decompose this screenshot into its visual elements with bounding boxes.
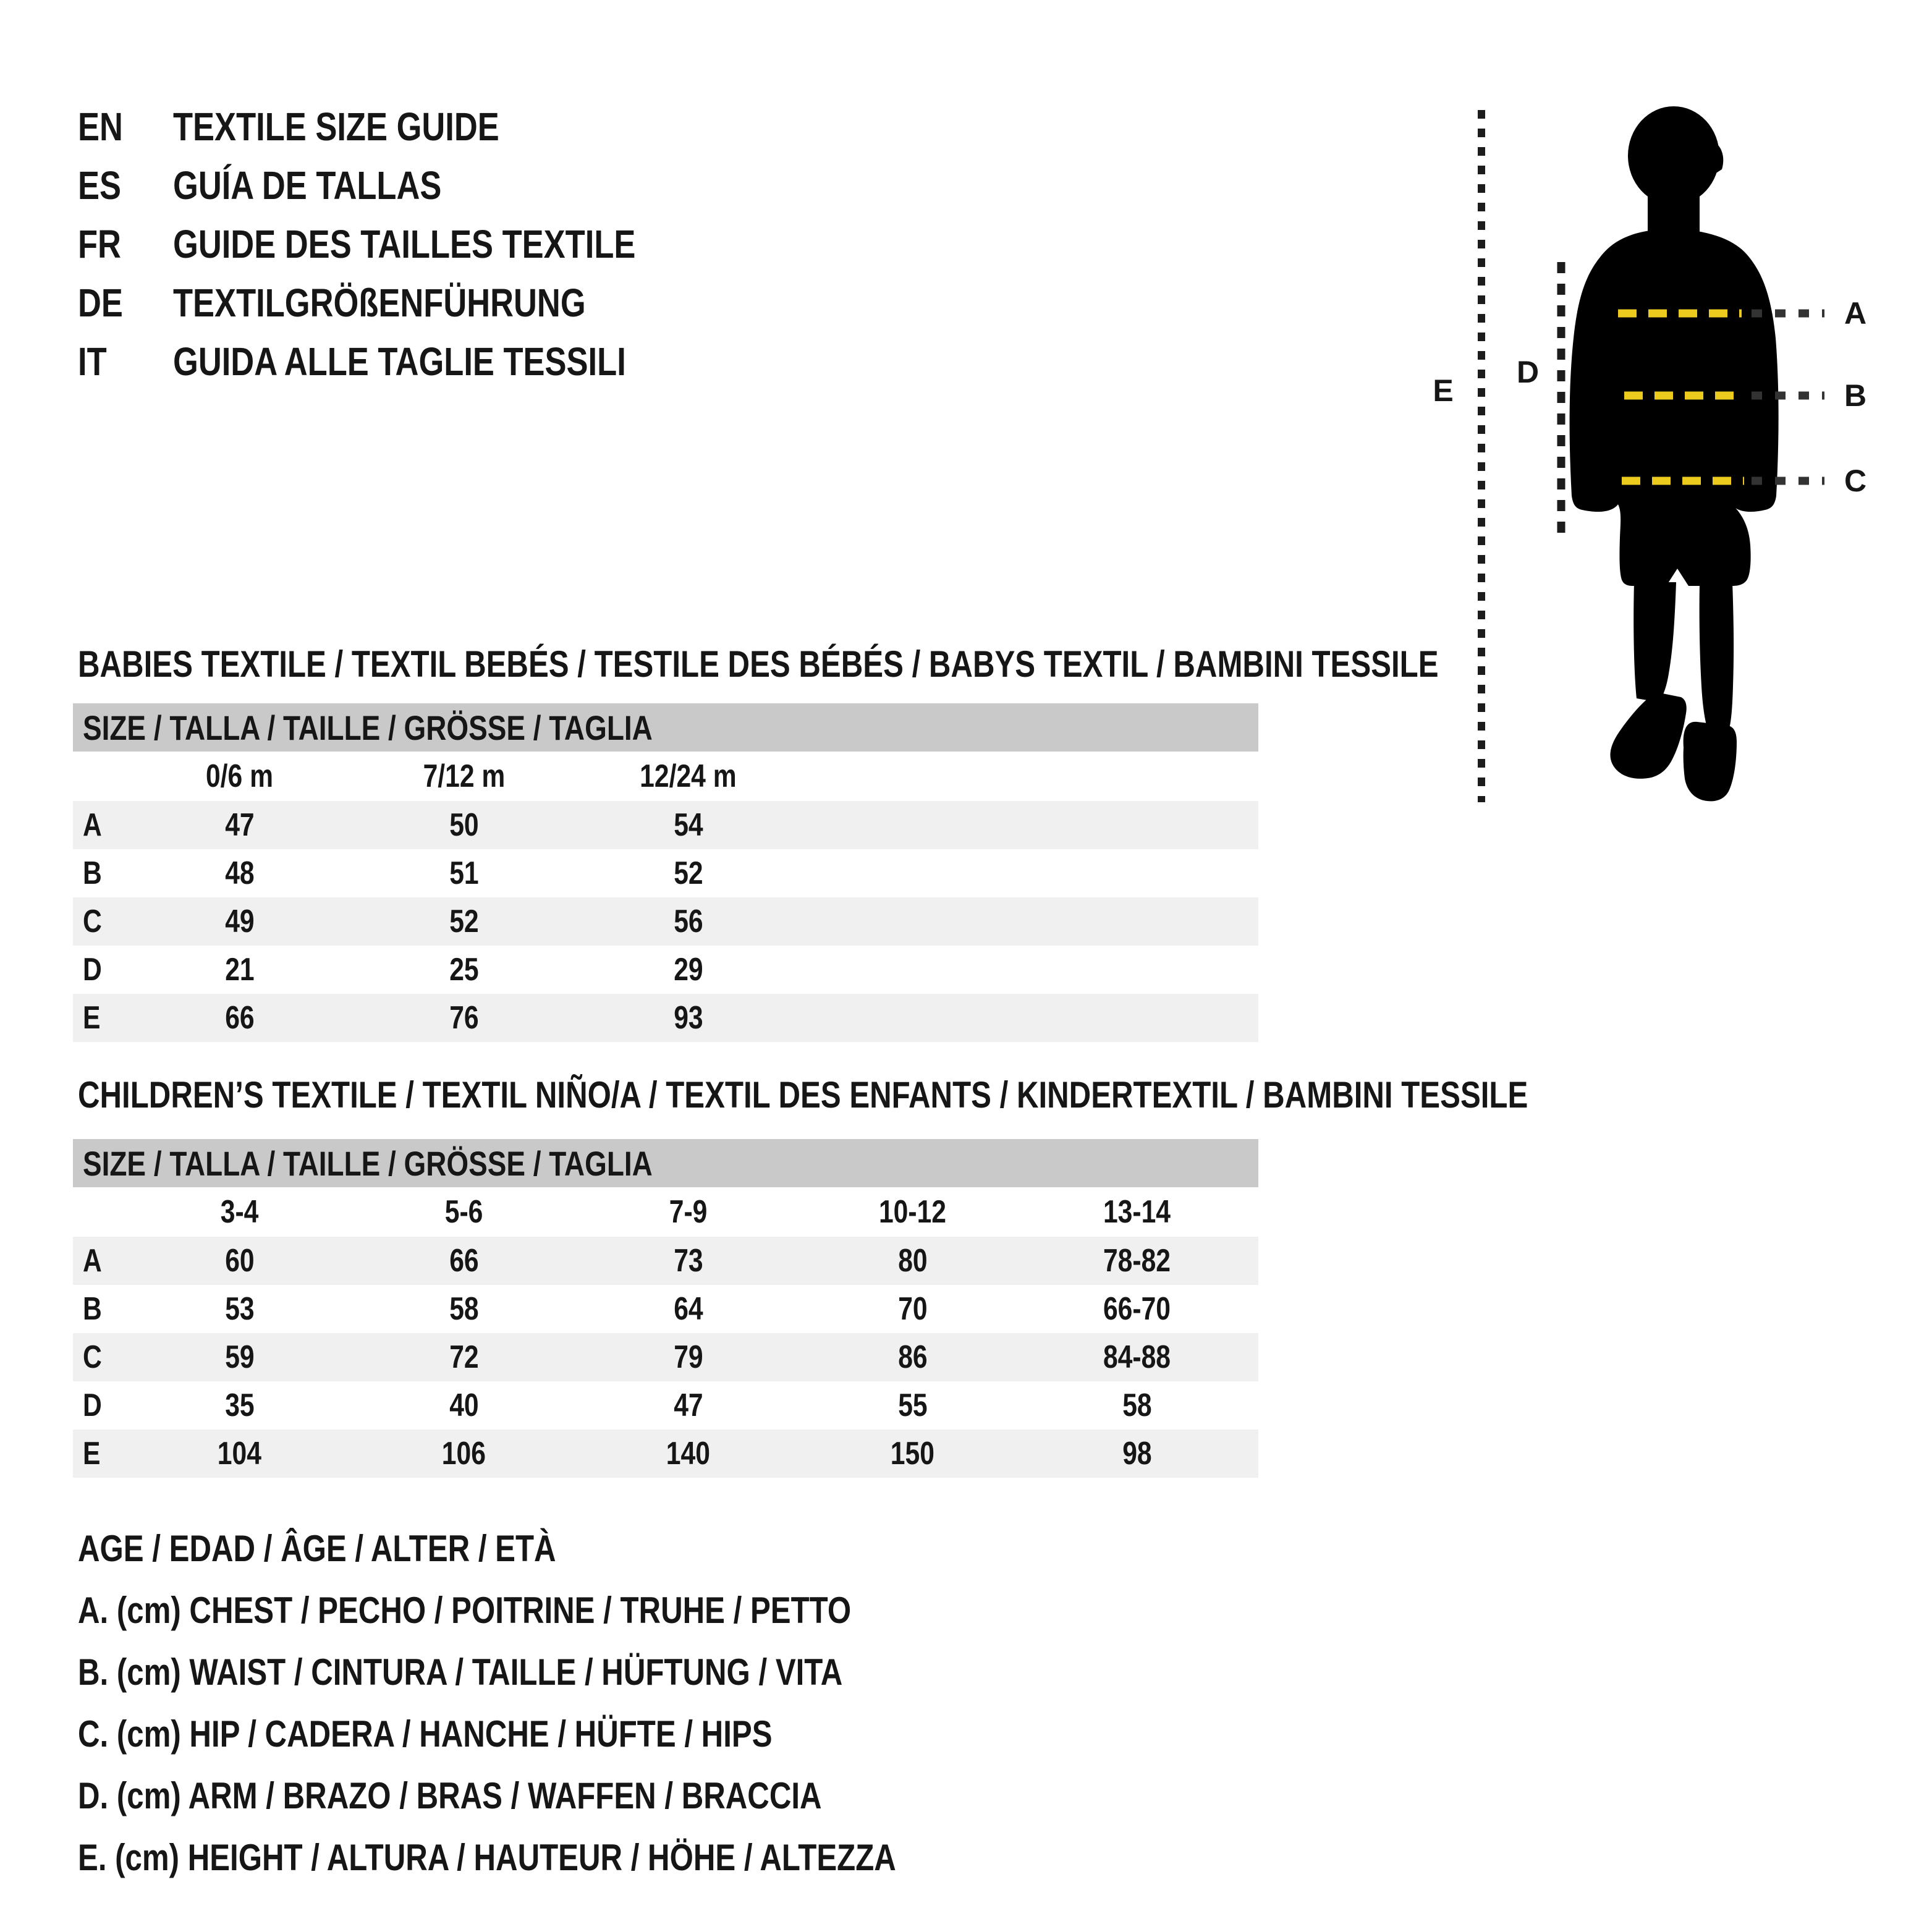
table-cell: 49 (224, 904, 255, 939)
language-title: GUIDA ALLE TAGLIE TESSILI (173, 339, 626, 384)
language-title: TEXTILGRÖßENFÜHRUNG (173, 281, 586, 325)
table-cell: 72 (449, 1339, 479, 1375)
table-cell: 56 (673, 904, 703, 939)
waist-label: B (1844, 378, 1867, 413)
legend-arm-line: D. (cm) ARM / BRAZO / BRAS / WAFFEN / BRACCIA (78, 1775, 822, 1816)
language-code: EN (78, 104, 123, 149)
table-cell: 76 (449, 1000, 479, 1036)
language-title: GUÍA DE TALLAS (173, 163, 442, 208)
chest-label: A (1844, 296, 1867, 331)
table-row-hip (73, 897, 1258, 946)
table-cell: 55 (897, 1388, 928, 1423)
table-cell: 73 (673, 1243, 703, 1279)
table-row-height (73, 994, 1258, 1042)
column-header: 7/12 m (423, 758, 505, 794)
column-header: 0/6 m (205, 758, 274, 794)
column-header: 10-12 (878, 1194, 947, 1230)
table-cell: 79 (673, 1339, 703, 1375)
height-label: E (1433, 373, 1454, 408)
legend-waist-line: B. (cm) WAIST / CINTURA / TAILLE / HÜFTUNG / VITA (78, 1651, 843, 1693)
language-title: GUIDE DES TAILLES TEXTILE (173, 222, 636, 266)
table-cell: 21 (224, 952, 255, 988)
legend-chest-line: A. (cm) CHEST / PECHO / POITRINE / TRUHE / PETTO (78, 1590, 852, 1631)
babies-size-header-bar: SIZE / TALLA / TAILLE / GRÖSSE / TAGLIA (73, 703, 1258, 752)
table-row-hip (73, 1333, 1258, 1381)
table-cell: 48 (224, 855, 255, 891)
table-cell: 50 (449, 807, 479, 843)
row-label: E (83, 1000, 101, 1036)
babies-section-heading: BABIES TEXTILE / TEXTIL BEBÉS / TESTILE DES BÉBÉS / BABYS TEXTIL / BAMBINI TESSILE (78, 643, 1439, 685)
row-label: B (83, 855, 102, 891)
language-code: DE (78, 281, 123, 325)
table-cell: 59 (224, 1339, 255, 1375)
table-row-arm (73, 946, 1258, 994)
table-cell: 54 (673, 807, 703, 843)
language-row (78, 333, 737, 391)
table-row-chest (73, 1237, 1258, 1285)
hip-label: C (1844, 464, 1867, 498)
row-label: D (83, 952, 102, 988)
table-row-chest (73, 801, 1258, 849)
table-cell: 40 (449, 1388, 479, 1423)
table-row-arm (73, 1381, 1258, 1430)
table-cell: 93 (673, 1000, 703, 1036)
column-header: 3-4 (220, 1194, 259, 1230)
table-cell: 47 (673, 1388, 703, 1423)
language-title: TEXTILE SIZE GUIDE (173, 104, 499, 149)
language-title-block (78, 98, 737, 391)
table-cell: 58 (449, 1291, 479, 1327)
table-cell: 140 (666, 1436, 711, 1472)
table-cell: 78-82 (1103, 1243, 1171, 1279)
column-header: 5-6 (444, 1194, 483, 1230)
table-cell: 35 (224, 1388, 255, 1423)
table-cell: 58 (1122, 1388, 1152, 1423)
column-header: 13-14 (1103, 1194, 1171, 1230)
language-row (78, 156, 737, 215)
table-row-waist (73, 849, 1258, 897)
table-cell: 150 (890, 1436, 935, 1472)
children-column-header-row (73, 1187, 1258, 1237)
babies-column-header-row (73, 752, 1258, 801)
measurement-diagram (1421, 105, 1932, 810)
table-cell: 29 (673, 952, 703, 988)
children-section-heading: CHILDREN’S TEXTILE / TEXTIL NIÑO/A / TEXTIL DES ENFANTS / KINDERTEXTIL / BAMBINI TESSILE (78, 1074, 1528, 1116)
children-size-header-bar: SIZE / TALLA / TAILLE / GRÖSSE / TAGLIA (73, 1139, 1258, 1187)
table-cell: 53 (224, 1291, 255, 1327)
table-cell: 47 (224, 807, 255, 843)
table-cell: 52 (673, 855, 703, 891)
legend-age-line: AGE / EDAD / ÂGE / ALTER / ETÀ (78, 1528, 556, 1569)
language-code: FR (78, 222, 121, 266)
table-cell: 66 (224, 1000, 255, 1036)
row-label: B (83, 1291, 102, 1327)
table-cell: 86 (897, 1339, 928, 1375)
row-label: A (83, 1243, 102, 1279)
table-cell: 60 (224, 1243, 255, 1279)
row-label: C (83, 904, 102, 939)
row-label: C (83, 1339, 102, 1375)
language-code: ES (78, 163, 122, 208)
row-label: A (83, 807, 102, 843)
table-cell: 104 (217, 1436, 262, 1472)
table-row-height (73, 1430, 1258, 1478)
babies-size-table (73, 703, 1258, 1042)
table-cell: 66-70 (1103, 1291, 1171, 1327)
table-cell: 64 (673, 1291, 703, 1327)
language-row (78, 215, 737, 274)
measurement-legend (78, 1518, 1075, 1889)
children-size-table (73, 1139, 1258, 1478)
language-row (78, 274, 737, 333)
column-header: 12/24 m (640, 758, 737, 794)
row-label: E (83, 1436, 101, 1472)
language-row (78, 98, 737, 156)
legend-hip-line: C. (cm) HIP / CADERA / HANCHE / HÜFTE / HIPS (78, 1713, 773, 1755)
table-cell: 25 (449, 952, 479, 988)
table-cell: 51 (449, 855, 479, 891)
table-cell: 80 (897, 1243, 928, 1279)
child-silhouette-image (1421, 105, 1932, 810)
arm-label: D (1516, 355, 1540, 389)
table-cell: 52 (449, 904, 479, 939)
table-cell: 70 (897, 1291, 928, 1327)
row-label: D (83, 1388, 102, 1423)
table-row-waist (73, 1285, 1258, 1333)
child-silhouette (1570, 106, 1779, 801)
legend-height-line: E. (cm) HEIGHT / ALTURA / HAUTEUR / HÖHE / ALTEZZA (78, 1837, 896, 1878)
table-cell: 106 (441, 1436, 486, 1472)
table-cell: 84-88 (1103, 1339, 1171, 1375)
table-cell: 98 (1122, 1436, 1152, 1472)
table-cell: 66 (449, 1243, 479, 1279)
language-code: IT (78, 339, 107, 384)
column-header: 7-9 (669, 1194, 708, 1230)
